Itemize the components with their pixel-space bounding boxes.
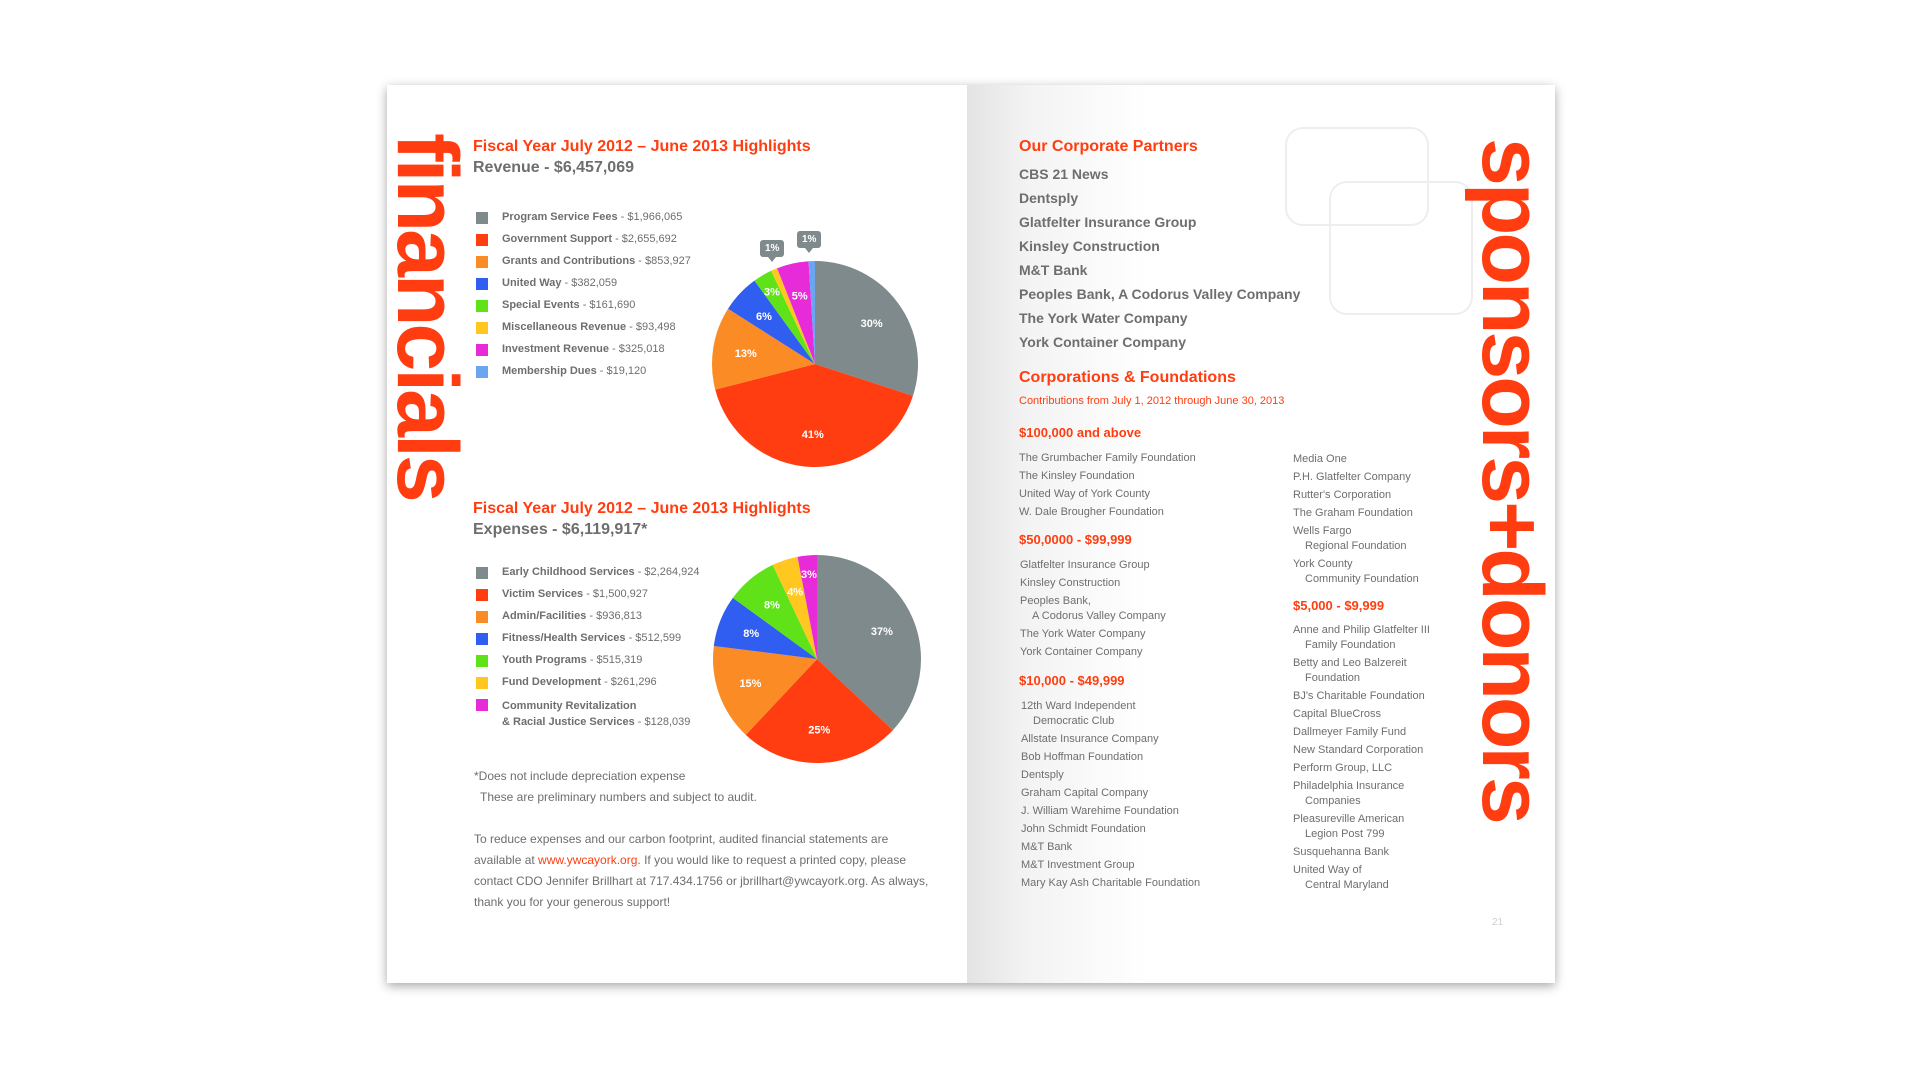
donor-item	[1293, 863, 1430, 893]
donor-name-cont: A Codorus Valley Company	[1032, 610, 1166, 622]
partner-item: Dentsply	[1019, 190, 1079, 206]
donor-name-cont: Community Foundation	[1305, 573, 1419, 585]
donor-item: Media One	[1293, 453, 1347, 465]
legend-label: Youth Programs	[502, 654, 587, 666]
legend-label-line2: & Racial Justice Services	[502, 716, 635, 728]
donor-name-cont: Companies	[1305, 795, 1361, 807]
pie-label: 30%	[860, 317, 883, 330]
donor-list-5k	[1293, 623, 1430, 896]
legend-swatch	[476, 278, 488, 290]
legend-amount: - $161,690	[579, 299, 636, 311]
legend-swatch	[476, 322, 488, 334]
donor-name: York County	[1293, 558, 1353, 570]
donor-item: Graham Capital Company	[1021, 787, 1149, 799]
donor-item: Allstate Insurance Company	[1021, 733, 1159, 745]
legend-amount: - $325,018	[608, 343, 665, 355]
tier-heading-50k: $50,0000 - $99,999	[1019, 532, 1132, 547]
legend-swatch	[476, 699, 488, 711]
legend-label: Admin/Facilities	[502, 610, 587, 622]
pie-label: 25%	[808, 724, 831, 737]
legend-swatch	[476, 589, 488, 601]
revenue-title: Fiscal Year July 2012 – June 2013 Highlights	[473, 138, 811, 155]
donor-item: The Graham Foundation	[1293, 507, 1413, 519]
donor-name: Betty and Leo Balzereit	[1293, 657, 1407, 669]
donor-list-10k	[1021, 699, 1200, 894]
legend-label: Early Childhood Services	[502, 566, 635, 578]
donor-item: Kinsley Construction	[1020, 577, 1121, 589]
legend-label: Community Revitalization	[502, 700, 637, 712]
expenses-title: Fiscal Year July 2012 – June 2013 Highlights	[473, 500, 811, 517]
callout-1-percent-b: 1%	[797, 231, 821, 248]
pie-label: 37%	[870, 625, 893, 638]
legend-amount: - $2,264,924	[634, 566, 700, 578]
legend-label: Victim Services	[502, 588, 584, 600]
note-text-b: . If you would like to request a printed copy, please contact CDO Jennifer Brillhart at 717.434.1756 or jbrillhart@ywcayork.org. As always, thank you for your generous support!	[474, 853, 929, 909]
legend-swatch	[476, 366, 488, 378]
donor-item: Rutter's Corporation	[1293, 489, 1392, 501]
legend-swatch	[476, 234, 488, 246]
donor-item: Glatfelter Insurance Group	[1020, 559, 1150, 571]
pie-label: 8%	[763, 599, 780, 612]
pie-label: 5%	[791, 290, 808, 303]
pie-label: 3%	[764, 286, 780, 299]
donor-item: John Schmidt Foundation	[1021, 823, 1146, 835]
expenses-pie-chart	[713, 555, 921, 763]
note-preliminary: These are preliminary numbers and subject to audit.	[480, 790, 757, 804]
expenses-subtitle: Expenses - $6,119,917*	[473, 521, 648, 538]
pie-label: 15%	[739, 677, 762, 690]
donor-item: United Way of York County	[1019, 488, 1151, 500]
legend-label: Investment Revenue	[502, 343, 609, 355]
legend-label: Fitness/Health Services	[502, 632, 626, 644]
pie-label: 41%	[801, 429, 824, 442]
donor-item: The Grumbacher Family Foundation	[1019, 452, 1196, 464]
revenue-subtitle: Revenue - $6,457,069	[473, 159, 634, 176]
pie-label: 8%	[743, 627, 760, 640]
tier-heading-10k: $10,000 - $49,999	[1019, 673, 1125, 688]
corporate-partners-heading: Our Corporate Partners	[1019, 138, 1198, 155]
legend-amount: - $261,296	[601, 676, 657, 688]
donor-list-100k	[1019, 451, 1196, 523]
pie-label: 4%	[787, 586, 804, 599]
legend-label: Membership Dues	[502, 365, 597, 377]
page-number: 21	[1492, 917, 1504, 928]
donor-item: Dallmeyer Family Fund	[1293, 726, 1407, 738]
legend-swatch	[476, 611, 488, 623]
legend-swatch	[476, 256, 488, 268]
legend-amount: - $128,039	[634, 716, 691, 728]
legend-swatch	[476, 677, 488, 689]
legend-swatch	[476, 212, 488, 224]
note-depreciation: *Does not include depreciation expense	[474, 769, 686, 783]
donor-list-50k	[1020, 558, 1166, 663]
financial-notes	[474, 766, 934, 913]
donor-name: 12th Ward Independent	[1021, 700, 1136, 712]
donor-name: Pleasureville American	[1293, 813, 1405, 825]
pie-label: 3%	[801, 569, 817, 582]
legend-swatch	[476, 633, 488, 645]
legend-label: United Way	[502, 277, 562, 289]
donor-item: Perform Group, LLC	[1293, 762, 1393, 774]
partner-item: Kinsley Construction	[1019, 238, 1160, 254]
donor-name-cont: Central Maryland	[1305, 879, 1389, 891]
legend-amount: - $515,319	[586, 654, 643, 666]
donor-item: The Kinsley Foundation	[1019, 470, 1135, 482]
callout-1-percent-a: 1%	[760, 240, 784, 257]
legend-label: Program Service Fees	[502, 211, 618, 223]
corporations-foundations-heading: Corporations & Foundations	[1019, 369, 1236, 386]
legend-amount: - $19,120	[596, 365, 647, 377]
donor-item: The York Water Company	[1020, 628, 1146, 640]
donor-item: New Standard Corporation	[1293, 744, 1424, 756]
donor-item: W. Dale Brougher Foundation	[1019, 506, 1164, 518]
partner-item: M&T Bank	[1019, 262, 1088, 278]
financials-vertical-title: financials	[379, 133, 475, 500]
legend-label: Government Support	[502, 233, 613, 245]
donor-item: M&T Bank	[1021, 841, 1073, 853]
legend-amount: - $512,599	[625, 632, 682, 644]
donor-item: Dentsply	[1021, 769, 1064, 781]
website-link[interactable]: www.ywcayork.org	[538, 853, 638, 867]
donor-item: P.H. Glatfelter Company	[1293, 471, 1411, 483]
spacer	[474, 808, 934, 829]
donor-item: Capital BlueCross	[1293, 708, 1382, 720]
legend-label: Grants and Contributions	[502, 255, 636, 267]
legend-amount: - $1,966,065	[617, 211, 683, 223]
donor-name: Wells Fargo	[1293, 525, 1352, 537]
donor-name: Philadelphia Insurance	[1293, 780, 1405, 792]
partner-item: CBS 21 News	[1019, 166, 1109, 182]
pie-label: 13%	[734, 348, 757, 361]
partner-item: York Container Company	[1019, 334, 1186, 350]
donor-list-column2	[1293, 452, 1419, 590]
legend-label: Fund Development	[502, 676, 602, 688]
partner-item: Glatfelter Insurance Group	[1019, 214, 1197, 230]
pie-label: 6%	[755, 311, 772, 324]
donor-name-cont: Family Foundation	[1305, 639, 1396, 651]
donor-item: M&T Investment Group	[1021, 859, 1135, 871]
donor-item: Mary Kay Ash Charitable Foundation	[1021, 877, 1201, 889]
donor-item: York Container Company	[1020, 646, 1143, 658]
note-audited-statements	[474, 829, 934, 913]
revenue-pie-chart	[712, 261, 918, 467]
donor-item	[1293, 779, 1430, 809]
donor-item: J. William Warehime Foundation	[1021, 805, 1179, 817]
legend-swatch	[476, 344, 488, 356]
partner-item: The York Water Company	[1019, 310, 1188, 326]
legend-swatch	[476, 655, 488, 667]
legend-label: Special Events	[502, 299, 580, 311]
legend-amount: - $2,655,692	[612, 233, 677, 245]
legend-label: Miscellaneous Revenue	[502, 321, 627, 333]
donor-name-cont: Democratic Club	[1033, 715, 1115, 727]
tier-heading-5k: $5,000 - $9,999	[1293, 598, 1385, 613]
note-text-a: To reduce expenses and our carbon footprint, audited financial statements are available at	[474, 832, 889, 867]
donor-item	[1293, 557, 1419, 587]
donor-item: Susquehanna Bank	[1293, 846, 1390, 858]
contribution-period: Contributions from July 1, 2012 through June 30, 2013	[1019, 395, 1285, 407]
donor-name: Anne and Philip Glatfelter III	[1293, 624, 1430, 636]
legend-amount: - $853,927	[635, 255, 691, 267]
legend-amount: - $382,059	[561, 277, 618, 289]
legend-amount: - $1,500,927	[583, 588, 648, 600]
tier-heading-100k: $100,000 and above	[1019, 425, 1142, 440]
legend-amount: - $936,813	[586, 610, 643, 622]
donor-item	[1293, 656, 1430, 686]
legend-amount: - $93,498	[626, 321, 676, 333]
donor-item	[1020, 594, 1166, 624]
speech-bubble-decoration	[1329, 181, 1473, 315]
donor-name-cont: Regional Foundation	[1305, 540, 1407, 552]
donor-name: Peoples Bank,	[1020, 595, 1091, 607]
donor-name: United Way of	[1293, 864, 1362, 876]
donor-name-cont: Foundation	[1305, 672, 1361, 684]
donor-item	[1293, 812, 1430, 842]
partner-item: Peoples Bank, A Codorus Valley Company	[1019, 286, 1301, 302]
donor-item	[1021, 699, 1200, 729]
legend-swatch	[476, 300, 488, 312]
sponsors-donors-vertical-title: sponsors+donors	[1464, 138, 1560, 822]
donor-item	[1293, 524, 1419, 554]
legend-swatch	[476, 567, 488, 579]
donor-item	[1293, 623, 1430, 653]
donor-item: BJ's Charitable Foundation	[1293, 690, 1425, 702]
corporate-partners-list	[1019, 165, 1300, 357]
donor-name-cont: Legion Post 799	[1305, 828, 1385, 840]
donor-item: Bob Hoffman Foundation	[1021, 751, 1144, 763]
